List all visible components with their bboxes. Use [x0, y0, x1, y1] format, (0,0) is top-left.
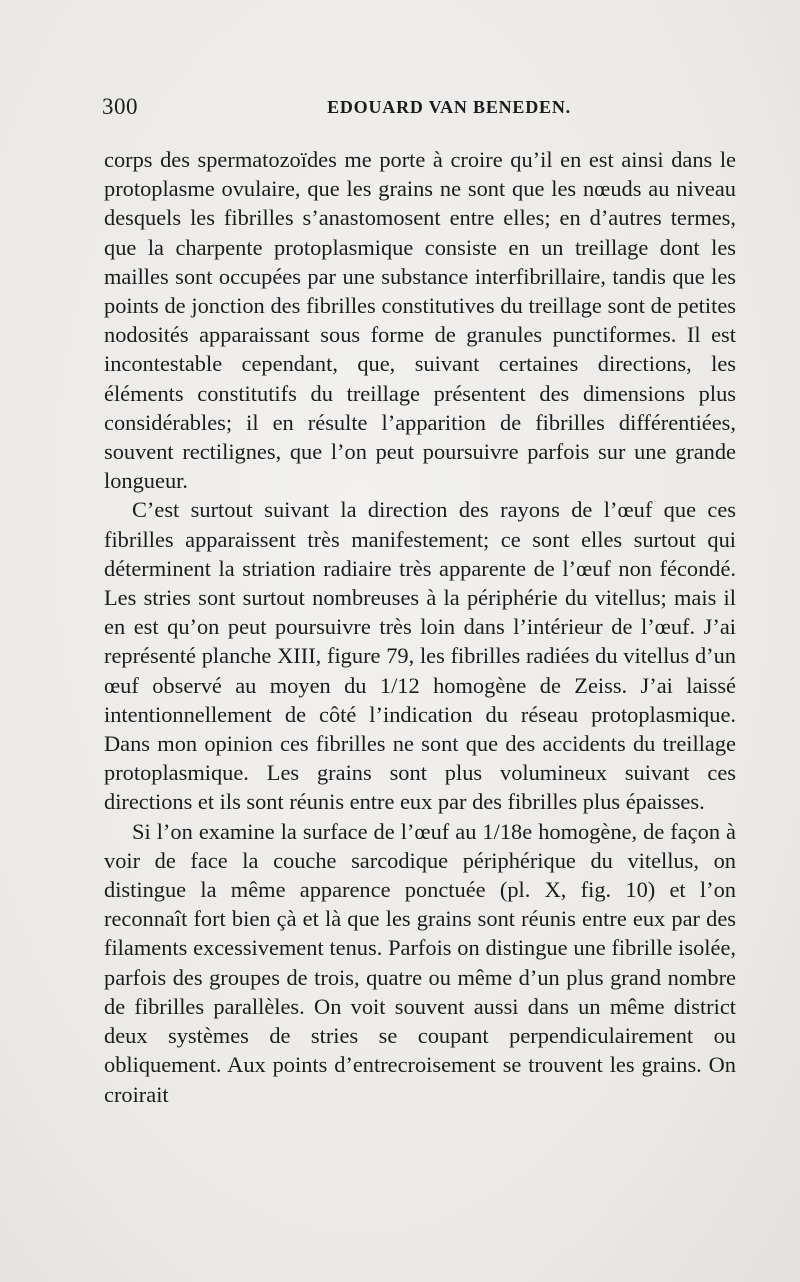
running-title: EDOUARD VAN BENEDEN. — [327, 97, 571, 117]
running-head — [102, 94, 736, 124]
paragraph-2: C’est surtout suivant la direction des rayons de l’œuf que ces fibrilles apparaissent très manifestement; ce sont elles surtout qui déterminent la striation radiaire très apparente de l’œuf non fécondé. Les stries sont surtout nombreuses à la périphérie du vitellus; mais il en est qu’on peut poursuivre très loin dans l’intérieur de l’œuf. J’ai représenté planche XIII, figure 79, les fibrilles radiées du vitellus d’un œuf observé au moyen du 1/12 homogène de Zeiss. J’ai laissé intentionnellement de côté l’indication du réseau protoplasmique. Dans mon opinion ces fibrilles ne sont que des accidents du treillage protoplasmique. Les grains sont plus volumineux suivant ces directions et ils sont réunis entre eux par des fibrilles plus épaisses. — [104, 497, 736, 815]
body-text — [104, 145, 736, 1109]
page-number: 300 — [102, 94, 138, 119]
paragraph-1: corps des spermatozoïdes me porte à croire qu’il en est ainsi dans le protoplasme ovulaire, que les grains ne sont que les nœuds au niveau desquels les fibrilles s’anastomosent entre elles; en d’autres termes, que la charpente protoplasmique consiste en un treillage dont les mailles sont occupées par une substance interfibrillaire, tandis que les points de jonction des fibrilles constitutives du treillage sont de petites nodosités apparaissant sous forme de granules punctiformes. Il est incontestable cependant, que, suivant certaines directions, les éléments constitutifs du treillage présentent des dimensions plus considérables; il en résulte l’apparition de fibrilles différentiées, souvent rectilignes, que l’on peut poursuivre parfois sur une grande longueur. — [104, 147, 736, 494]
paragraph-3: Si l’on examine la surface de l’œuf au 1/18e homogène, de façon à voir de face la couche sarcodique périphérique du vitellus, on distingue la même apparence ponctuée (pl. X, fig. 10) et l’on reconnaît fort bien çà et là que les grains sont réunis entre eux par des filaments excessivement tenus. Parfois on distingue une fibrille isolée, parfois des groupes de trois, quatre ou même d’un plus grand nombre de fibrilles parallèles. On voit souvent aussi dans un même district deux systèmes de stries se coupant perpendiculairement ou obliquement. Aux points d’entrecroisement se trouvent les grains. On croirait — [104, 818, 736, 1107]
